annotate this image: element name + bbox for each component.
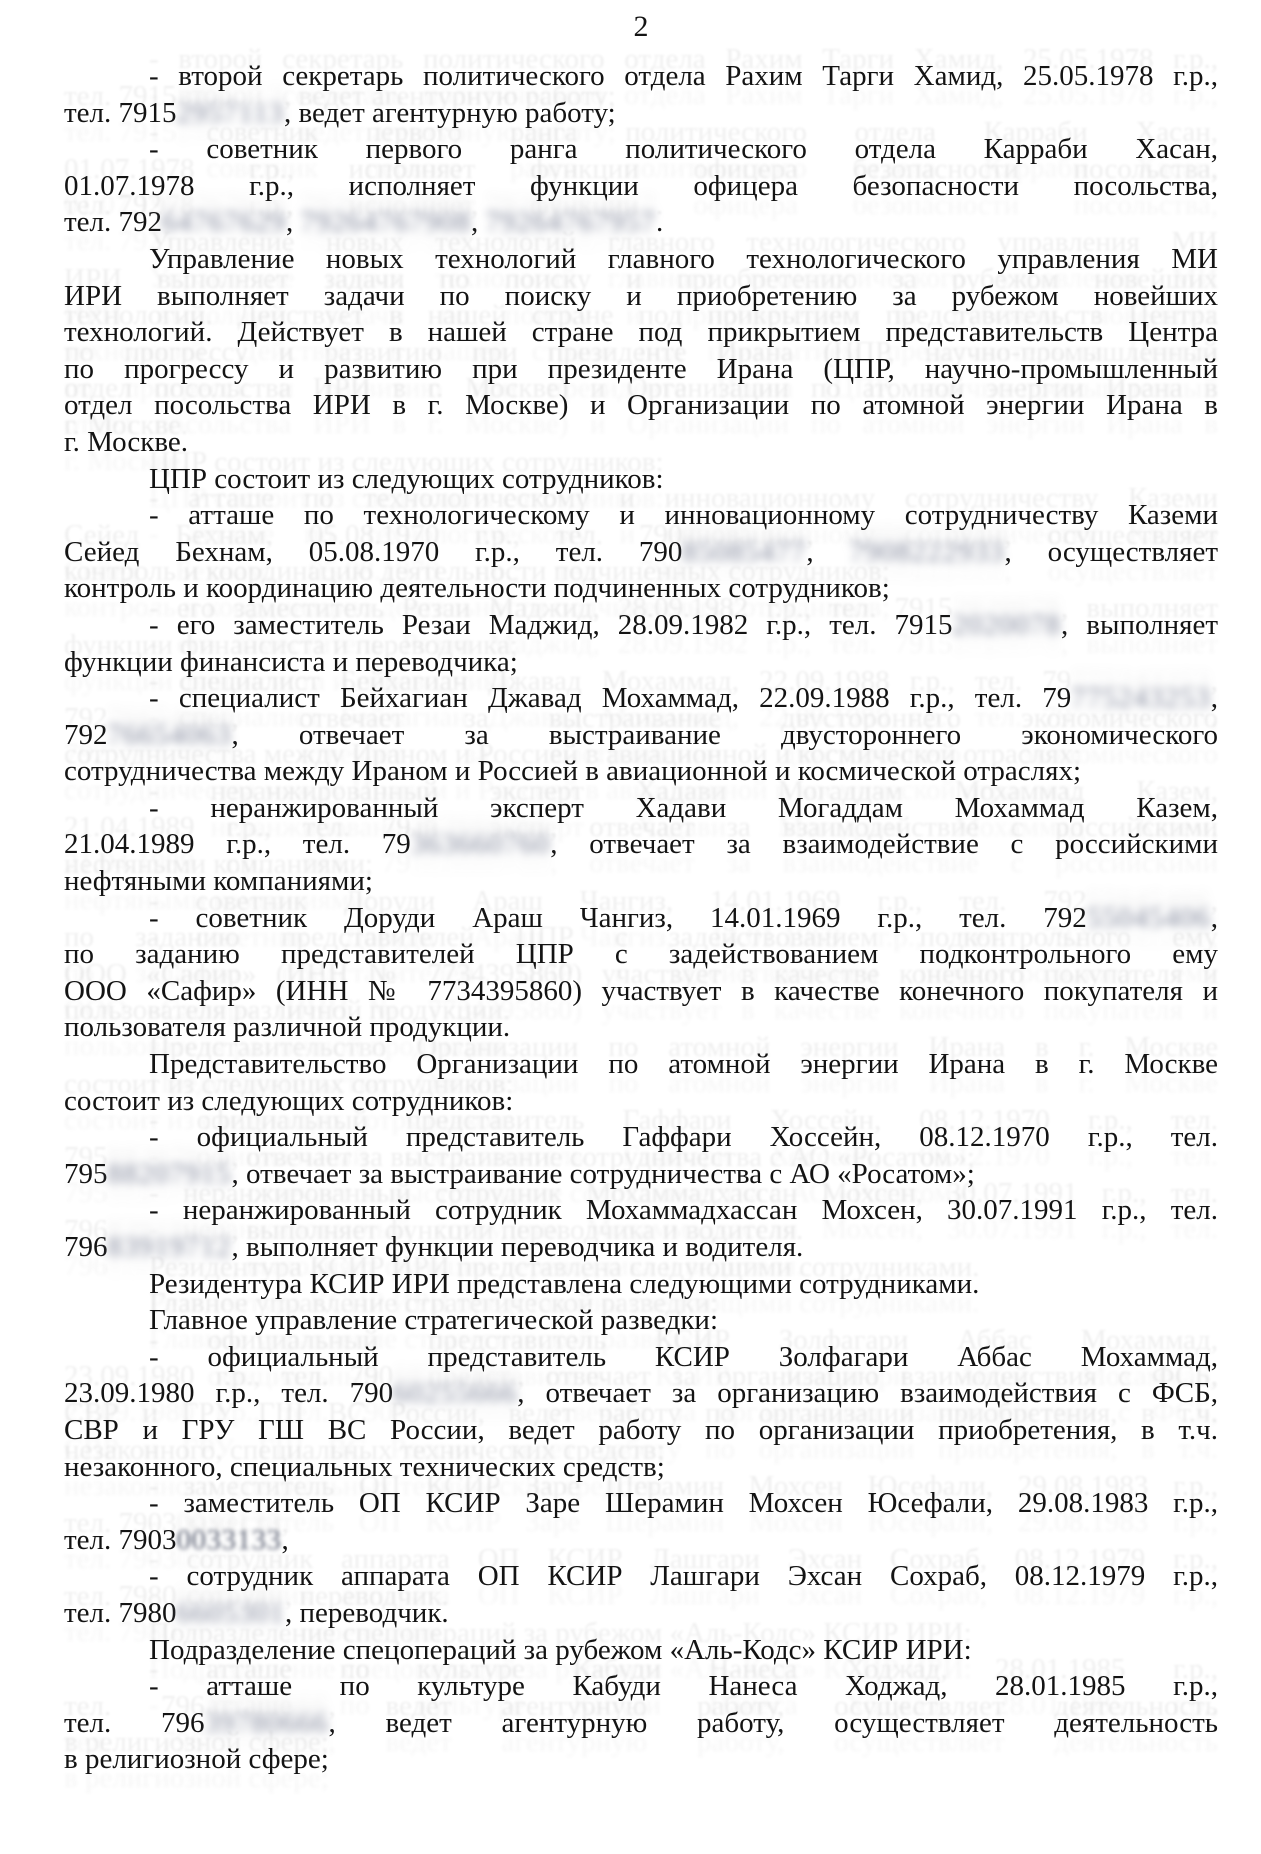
text-line (64, 1632, 1218, 1669)
text-line (64, 753, 1218, 790)
redacted-phone-number: 7908222933 (849, 535, 1005, 568)
text-line (64, 1741, 1218, 1778)
text-line (64, 863, 1218, 900)
text-line (64, 973, 1218, 1010)
text-run: - атташе по культуре Кабуди Нанеса Ходжад, 28.01.1985 г.р., (149, 1670, 1218, 1703)
text-run: - второй секретарь политического отдела Рахим Тарги Хамид, 25.05.1978 г.р., (149, 60, 1218, 92)
text-run: пользователя различной продукции. (64, 1011, 511, 1044)
text-line (64, 461, 1218, 498)
text-run: г. Москве. (64, 425, 189, 458)
text-line (64, 1009, 1218, 1046)
text-line (64, 1522, 1218, 1559)
text-line (64, 717, 1218, 754)
text-run: технологий. Действует в нашей стране под прикрытием представительств Центра (64, 316, 1218, 349)
page-number: 2 (633, 10, 649, 43)
text-run: 01.07.1978 г.р., исполняет функции офицера безопасности посольства, (64, 169, 1218, 202)
redacted-phone-number: 39780666 (204, 1706, 329, 1739)
text-run: - неранжированный сотрудник Мохаммадхассан Мохсен, 30.07.1991 г.р., тел. (149, 1194, 1218, 1227)
text-run: , (281, 1523, 289, 1556)
text-line (64, 1046, 1218, 1083)
text-run: - официальный представитель КСИР Золфагари Аббас Мохаммад, (149, 1340, 1218, 1373)
text-line (64, 1302, 1218, 1339)
text-line (64, 570, 1218, 607)
text-line (64, 1668, 1218, 1705)
text-run: ЦПР состоит из следующих сотрудников: (149, 462, 664, 495)
text-run: по прогрессу и развитию при президенте Ирана (ЦПР, научно-промышленный (64, 352, 1218, 385)
redacted-phone-number: 60255666 (393, 1377, 518, 1410)
text-line (64, 1229, 1218, 1266)
text-line (64, 387, 1218, 424)
text-line (64, 351, 1218, 388)
text-run: , отвечает за взаимодействие с российскими (550, 828, 1218, 861)
text-run: , отвечает за выстраивание сотрудничества с АО «Росатом»; (231, 1157, 975, 1190)
text-line (64, 204, 1218, 241)
text-run: тел. 7903 (64, 1523, 177, 1556)
text-line (64, 278, 1218, 315)
text-line (64, 790, 1218, 827)
text-run: тел. 796 (64, 1706, 205, 1739)
text-line (64, 826, 1218, 863)
redacted-phone-number: 6605301 (176, 1596, 286, 1629)
text-run: , ведет агентурную работу, осуществляет деятельность (328, 1706, 1218, 1739)
text-run: нефтяными компаниями; (64, 865, 373, 898)
text-line (64, 900, 1218, 937)
text-run: тел. 792 (64, 206, 163, 239)
text-run: тел. 7980 (64, 1596, 177, 1629)
redacted-phone-number: 363660760 (410, 828, 551, 861)
text-run: - советник Доруди Араш Чангиз, 14.01.1969 г.р., тел. 792 (149, 901, 1087, 934)
text-run: контроль и координацию деятельности подчиненных сотрудников; (64, 572, 890, 605)
text-run: в религиозной сфере; (64, 1743, 329, 1776)
text-line (64, 1339, 1218, 1376)
redacted-phone-number: 79264767908 (300, 206, 472, 239)
text-run: - сотрудник аппарата ОП КСИР Лашгари Эхсан Сохраб, 08.12.1979 г.р., (149, 1560, 1218, 1593)
redacted-phone-number: 76654063 (107, 718, 232, 751)
text-line (64, 424, 1218, 461)
redacted-phone-number: 0033133 (176, 1523, 282, 1556)
text-run: Сейед Бехнам, 05.08.1970 г.р., тел. 790 (64, 535, 683, 568)
text-run: Управление новых технологий главного технологического управления МИ (149, 242, 1218, 275)
text-run: функции финансиста и переводчика; (64, 645, 518, 678)
text-run: , ведет агентурную работу; (283, 96, 616, 129)
redacted-phone-number: 2957113 (176, 96, 284, 129)
text-line (64, 680, 1218, 717)
redacted-phone-number: 775243253 (1071, 682, 1211, 715)
text-run: сотрудничества между Ираном и Россией в авиационной и космической отраслях; (64, 755, 1081, 788)
text-run: - заместитель ОП КСИР Заре Шерамин Мохсен Юсефали, 29.08.1983 г.р., (149, 1487, 1218, 1520)
text-line (64, 644, 1218, 681)
text-run: , выполняет функции переводчика и водителя. (231, 1231, 804, 1263)
text-run: , отвечает за выстраивание двустороннего экономического (231, 718, 1218, 751)
text-line (64, 607, 1218, 644)
text-run: Подразделение спецопераций за рубежом «Аль-Кодс» КСИР ИРИ: (149, 1633, 972, 1666)
text-line (64, 1083, 1218, 1120)
text-line (64, 1485, 1218, 1522)
text-run: ООО «Сафир» (ИНН № 7734395860) участвует в качестве конечного покупателя и (64, 974, 1218, 1007)
text-run: , (471, 206, 486, 239)
text-line (64, 95, 1218, 132)
text-run: , выполняет (1061, 608, 1218, 641)
text-run: - неранжированный эксперт Хадави Могаддам Мохаммад Казем, (149, 791, 1218, 824)
text-line (64, 497, 1218, 534)
text-line (64, 241, 1218, 278)
text-line (64, 1705, 1218, 1742)
text-line (64, 58, 1218, 95)
text-line (64, 314, 1218, 351)
redacted-phone-number: 55045406 (1086, 901, 1211, 934)
text-run: - официальный представитель Гаффари Хоссейн, 08.12.1970 г.р., тел. (149, 1121, 1218, 1154)
text-run: Резидентура КСИР ИРИ представлена следующими сотрудниками. (149, 1267, 980, 1300)
text-run: 796 (64, 1231, 108, 1263)
text-run: Главное управление стратегической разведки: (149, 1304, 718, 1337)
text-run: , (286, 206, 301, 239)
document-body (64, 58, 1218, 1778)
text-run: , переводчик. (285, 1596, 449, 1629)
text-run: , (806, 535, 850, 568)
text-run: , осуществляет (1004, 535, 1219, 568)
redacted-phone-number: 64767629 (162, 206, 287, 239)
text-line (64, 1375, 1218, 1412)
text-run: отдел посольства ИРИ в г. Москве) и Организации по атомной энергии Ирана в (64, 389, 1218, 422)
text-line (64, 534, 1218, 571)
text-line (64, 1449, 1218, 1486)
text-run: 795 (64, 1157, 108, 1190)
text-line (64, 1595, 1218, 1632)
text-line (64, 131, 1218, 168)
text-line (64, 1119, 1218, 1156)
text-run: - специалист Бейхагиан Джавад Мохаммад, 22.09.1988 г.р., тел. 79 (149, 682, 1072, 715)
text-run: - советник первого ранга политического отдела Карраби Хасан, (149, 133, 1218, 166)
text-run: 23.09.1980 г.р., тел. 790 (64, 1377, 394, 1410)
redacted-phone-number: 83919712 (107, 1231, 232, 1263)
redacted-phone-number: 85085477 (682, 535, 807, 568)
text-run: 792 (64, 718, 108, 751)
text-line (64, 1266, 1218, 1303)
text-line (64, 168, 1218, 205)
redacted-phone-number: 79264767957 (485, 206, 657, 239)
text-run: - его заместитель Резаи Маджид, 28.09.1982 г.р., тел. 7915 (149, 608, 953, 641)
text-run: незаконного, специальных технических средств; (64, 1450, 665, 1483)
text-run: по заданию представителей ЦПР с задействованием подконтрольного ему (64, 938, 1218, 971)
text-line (64, 1192, 1218, 1229)
text-run: состоит из следующих сотрудников: (64, 1084, 514, 1117)
text-run: , (1210, 682, 1218, 715)
text-run: . (656, 206, 664, 239)
text-run: СВР и ГРУ ГШ ВС России, ведет работу по организации приобретения, в т.ч. (64, 1413, 1218, 1446)
text-line (64, 1156, 1218, 1193)
text-run: 21.04.1989 г.р., тел. 79 (64, 828, 411, 861)
text-run: ИРИ выполняет задачи по поиску и приобретению за рубежом новейших (64, 279, 1218, 312)
redacted-phone-number: 88207915 (107, 1157, 232, 1190)
text-run: тел. 7915 (64, 96, 177, 129)
text-run: , (1210, 901, 1218, 934)
text-run: Представительство Организации по атомной энергии Ирана в г. Москве (149, 1048, 1218, 1081)
text-line (64, 1412, 1218, 1449)
text-line (64, 1558, 1218, 1595)
redacted-phone-number: 2020078 (952, 608, 1062, 641)
text-line (64, 936, 1218, 973)
text-run: , отвечает за организацию взаимодействия с ФСБ, (517, 1377, 1218, 1410)
text-run: - атташе по технологическому и инновационному сотрудничеству Каземи (149, 499, 1218, 532)
